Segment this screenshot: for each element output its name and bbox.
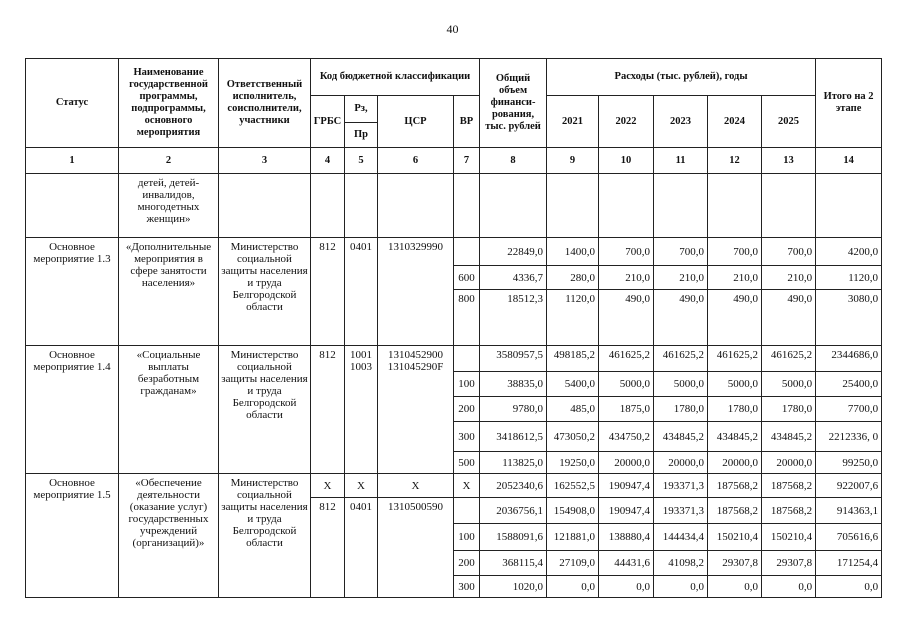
measure-name: «Дополнительные мероприятия в сфере занятости населения» (119, 238, 219, 346)
column-number: 2 (119, 148, 219, 174)
header-rzpr-bottom: Пр (345, 123, 378, 148)
vr-cell: 200 (454, 551, 480, 576)
year-2021-cell: 0,0 (547, 576, 599, 598)
year-2021-cell: 1120,0 (547, 290, 599, 346)
year-2022-cell: 138880,4 (599, 524, 654, 551)
year-2025-cell: 434845,2 (762, 422, 816, 452)
year-2022-cell: 490,0 (599, 290, 654, 346)
year-2025-cell: 187568,2 (762, 474, 816, 498)
stage-total-cell: 25400,0 (816, 372, 882, 397)
stage-total-cell: 4200,0 (816, 238, 882, 266)
table-row (26, 346, 882, 372)
stage-total-cell: 914363,1 (816, 498, 882, 524)
year-2024-cell: 1780,0 (708, 397, 762, 422)
year-2023-cell: 5000,0 (654, 372, 708, 397)
year-2025-cell: 210,0 (762, 266, 816, 290)
year-2025-cell: 490,0 (762, 290, 816, 346)
column-numbers-row (26, 148, 882, 174)
year-2023-cell: 144434,4 (654, 524, 708, 551)
year-2022-cell: 190947,4 (599, 474, 654, 498)
stage-total-cell: 922007,6 (816, 474, 882, 498)
stage-total-cell: 171254,4 (816, 551, 882, 576)
year-2021-cell: 1400,0 (547, 238, 599, 266)
year-2023-cell: 193371,3 (654, 498, 708, 524)
measure-status: Основное мероприятие 1.3 (26, 238, 119, 346)
csr-cell: Х (378, 474, 454, 498)
csr-cell: 1310500590 (378, 498, 454, 598)
year-2022-cell: 0,0 (599, 576, 654, 598)
year-2024-cell: 434845,2 (708, 422, 762, 452)
year-2022-cell: 44431,6 (599, 551, 654, 576)
header-year-2022: 2022 (599, 96, 654, 148)
table-row (26, 474, 882, 498)
year-2023-cell: 20000,0 (654, 452, 708, 474)
total-cell: 4336,7 (480, 266, 547, 290)
year-2025-cell: 0,0 (762, 576, 816, 598)
year-2021-cell: 121881,0 (547, 524, 599, 551)
year-2024-cell: 187568,2 (708, 474, 762, 498)
rzpr-cell: 0401 (345, 498, 378, 598)
year-2024-cell: 0,0 (708, 576, 762, 598)
grbs-cell: 812 (311, 238, 345, 346)
grbs-cell: 812 (311, 498, 345, 598)
year-2025-cell: 29307,8 (762, 551, 816, 576)
year-2025-cell: 461625,2 (762, 346, 816, 372)
rzpr-cell: Х (345, 474, 378, 498)
vr-cell: 100 (454, 524, 480, 551)
total-cell: 22849,0 (480, 238, 547, 266)
grbs-cell: Х (311, 474, 345, 498)
vr-cell (454, 238, 480, 266)
year-2023-cell: 193371,3 (654, 474, 708, 498)
total-cell: 1020,0 (480, 576, 547, 598)
column-number: 6 (378, 148, 454, 174)
measure-executor: Министерство социальной защиты населения и труда Белгородской области (219, 238, 311, 346)
year-2025-cell: 20000,0 (762, 452, 816, 474)
header-year-2025: 2025 (762, 96, 816, 148)
table-row (26, 238, 882, 266)
header-year-2023: 2023 (654, 96, 708, 148)
column-number: 5 (345, 148, 378, 174)
column-number: 10 (599, 148, 654, 174)
year-2025-cell: 150210,4 (762, 524, 816, 551)
header-total-volume: Общий объем финанси-рования, тыс. рублей (480, 59, 547, 148)
year-2021-cell: 5400,0 (547, 372, 599, 397)
year-2023-cell: 0,0 (654, 576, 708, 598)
vr-cell: 300 (454, 422, 480, 452)
header-grbs: ГРБС (311, 96, 345, 148)
stage-total-cell: 0,0 (816, 576, 882, 598)
vr-cell (454, 346, 480, 372)
continuation-text: детей, детей-инвалидов, многодетных женщин» (119, 174, 219, 238)
year-2025-cell: 187568,2 (762, 498, 816, 524)
grbs-cell: 812 (311, 346, 345, 474)
vr-cell (454, 498, 480, 524)
year-2023-cell: 1780,0 (654, 397, 708, 422)
year-2021-cell: 154908,0 (547, 498, 599, 524)
year-2025-cell: 700,0 (762, 238, 816, 266)
year-2025-cell: 5000,0 (762, 372, 816, 397)
year-2024-cell: 29307,8 (708, 551, 762, 576)
page-number: 40 (446, 22, 459, 36)
header-year-2021: 2021 (547, 96, 599, 148)
budget-table-body (26, 174, 882, 598)
header-budget-code: Код бюджетной классификации (311, 59, 480, 96)
total-cell: 2052340,6 (480, 474, 547, 498)
header-year-2024: 2024 (708, 96, 762, 148)
year-2022-cell: 5000,0 (599, 372, 654, 397)
year-2021-cell: 162552,5 (547, 474, 599, 498)
year-2021-cell: 280,0 (547, 266, 599, 290)
table-row (26, 174, 882, 238)
stage-total-cell: 7700,0 (816, 397, 882, 422)
year-2023-cell: 41098,2 (654, 551, 708, 576)
total-cell: 368115,4 (480, 551, 547, 576)
header-expenses: Расходы (тыс. рублей), годы (547, 59, 816, 96)
column-number: 7 (454, 148, 480, 174)
year-2024-cell: 490,0 (708, 290, 762, 346)
year-2024-cell: 187568,2 (708, 498, 762, 524)
year-2024-cell: 20000,0 (708, 452, 762, 474)
stage-total-cell: 3080,0 (816, 290, 882, 346)
column-number: 13 (762, 148, 816, 174)
total-cell: 3580957,5 (480, 346, 547, 372)
stage-total-cell: 99250,0 (816, 452, 882, 474)
year-2022-cell: 461625,2 (599, 346, 654, 372)
stage-total-cell: 2344686,0 (816, 346, 882, 372)
csr-cell: 1310329990 (378, 238, 454, 346)
budget-table (25, 58, 882, 598)
header-vr: ВР (454, 96, 480, 148)
measure-name: «Обеспечение деятельности (оказание услуг) государственных учреждений (организаций)» (119, 474, 219, 598)
header-stage-total: Итого на 2 этапе (816, 59, 882, 148)
total-cell: 2036756,1 (480, 498, 547, 524)
year-2024-cell: 5000,0 (708, 372, 762, 397)
year-2023-cell: 434845,2 (654, 422, 708, 452)
year-2021-cell: 27109,0 (547, 551, 599, 576)
year-2023-cell: 700,0 (654, 238, 708, 266)
column-number: 11 (654, 148, 708, 174)
column-number: 4 (311, 148, 345, 174)
vr-cell: Х (454, 474, 480, 498)
year-2024-cell: 700,0 (708, 238, 762, 266)
column-number: 12 (708, 148, 762, 174)
rzpr-cell: 0401 (345, 238, 378, 346)
year-2022-cell: 190947,4 (599, 498, 654, 524)
vr-cell: 200 (454, 397, 480, 422)
header-status: Статус (26, 59, 119, 148)
column-number: 1 (26, 148, 119, 174)
measure-name: «Социальные выплаты безработным гражданам» (119, 346, 219, 474)
year-2023-cell: 461625,2 (654, 346, 708, 372)
year-2024-cell: 150210,4 (708, 524, 762, 551)
year-2022-cell: 700,0 (599, 238, 654, 266)
year-2023-cell: 210,0 (654, 266, 708, 290)
stage-total-cell: 2212336, 0 (816, 422, 882, 452)
year-2021-cell: 473050,2 (547, 422, 599, 452)
year-2021-cell: 19250,0 (547, 452, 599, 474)
header-program-name: Наименование государственной программы, подпрограммы, основного мероприятия (119, 59, 219, 148)
year-2022-cell: 210,0 (599, 266, 654, 290)
measure-executor: Министерство социальной защиты населения и труда Белгородской области (219, 346, 311, 474)
csr-cell: 1310452900 131045290F (378, 346, 454, 474)
measure-executor: Министерство социальной защиты населения и труда Белгородской области (219, 474, 311, 598)
header-executor: Ответственный исполнитель, соисполнители, участники (219, 59, 311, 148)
header-rzpr-top: Рз, (345, 96, 378, 123)
header-csr: ЦСР (378, 96, 454, 148)
total-cell: 38835,0 (480, 372, 547, 397)
year-2024-cell: 461625,2 (708, 346, 762, 372)
rzpr-cell: 1001 1003 (345, 346, 378, 474)
measure-status: Основное мероприятие 1.4 (26, 346, 119, 474)
year-2024-cell: 210,0 (708, 266, 762, 290)
vr-cell: 600 (454, 266, 480, 290)
stage-total-cell: 705616,6 (816, 524, 882, 551)
vr-cell: 500 (454, 452, 480, 474)
vr-cell: 300 (454, 576, 480, 598)
year-2022-cell: 20000,0 (599, 452, 654, 474)
column-number: 14 (816, 148, 882, 174)
year-2022-cell: 1875,0 (599, 397, 654, 422)
column-number: 3 (219, 148, 311, 174)
total-cell: 3418612,5 (480, 422, 547, 452)
total-cell: 113825,0 (480, 452, 547, 474)
year-2025-cell: 1780,0 (762, 397, 816, 422)
stage-total-cell: 1120,0 (816, 266, 882, 290)
year-2023-cell: 490,0 (654, 290, 708, 346)
column-number: 8 (480, 148, 547, 174)
total-cell: 9780,0 (480, 397, 547, 422)
vr-cell: 800 (454, 290, 480, 346)
total-cell: 18512,3 (480, 290, 547, 346)
year-2021-cell: 485,0 (547, 397, 599, 422)
year-2022-cell: 434750,2 (599, 422, 654, 452)
vr-cell: 100 (454, 372, 480, 397)
column-number: 9 (547, 148, 599, 174)
measure-status: Основное мероприятие 1.5 (26, 474, 119, 598)
year-2021-cell: 498185,2 (547, 346, 599, 372)
total-cell: 1588091,6 (480, 524, 547, 551)
